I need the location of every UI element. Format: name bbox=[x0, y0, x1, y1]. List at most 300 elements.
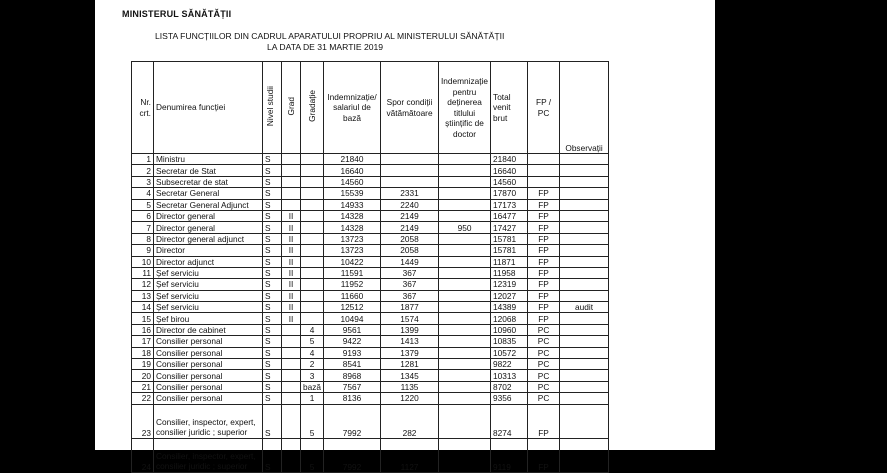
table-row bbox=[132, 438, 609, 472]
cell-ind: 15539 bbox=[324, 188, 381, 199]
cell-gradatie: 2 bbox=[301, 359, 324, 370]
cell-total: 16477 bbox=[491, 210, 528, 221]
cell-nr: 8 bbox=[132, 233, 154, 244]
cell-spor: 1127 bbox=[381, 438, 439, 472]
cell-grad bbox=[282, 404, 301, 438]
header-denumire: Denumirea funcției bbox=[154, 62, 263, 154]
cell-spor bbox=[381, 165, 439, 176]
cell-grad: II bbox=[282, 222, 301, 233]
cell-total: 9119 bbox=[491, 438, 528, 472]
cell-grad: II bbox=[282, 210, 301, 221]
cell-total: 17173 bbox=[491, 199, 528, 210]
cell-spor: 1220 bbox=[381, 393, 439, 404]
cell-ind: 13723 bbox=[324, 233, 381, 244]
cell-niv: S bbox=[263, 222, 282, 233]
cell-fp: FP bbox=[528, 233, 560, 244]
table-row bbox=[132, 370, 609, 381]
cell-nr: 19 bbox=[132, 359, 154, 370]
cell-ind: 7992 bbox=[324, 404, 381, 438]
cell-total: 11958 bbox=[491, 267, 528, 278]
cell-grad bbox=[282, 336, 301, 347]
cell-nr: 2 bbox=[132, 165, 154, 176]
cell-ind: 14560 bbox=[324, 176, 381, 187]
cell-ind: 16640 bbox=[324, 165, 381, 176]
cell-den: Consilier, inspector, expert, consilier juridic ; superior bbox=[154, 404, 263, 438]
cell-spor: 1877 bbox=[381, 302, 439, 313]
cell-fp bbox=[528, 176, 560, 187]
cell-gradatie bbox=[301, 302, 324, 313]
cell-niv: S bbox=[263, 154, 282, 165]
cell-ind: 21840 bbox=[324, 154, 381, 165]
cell-spor: 2058 bbox=[381, 245, 439, 256]
cell-total: 10572 bbox=[491, 347, 528, 358]
cell-den: Director general bbox=[154, 210, 263, 221]
cell-gradatie: 1 bbox=[301, 393, 324, 404]
cell-grad bbox=[282, 165, 301, 176]
cell-den: Șef birou bbox=[154, 313, 263, 324]
document-date: LA DATA DE 31 MARTIE 2019 bbox=[267, 42, 384, 52]
cell-nr: 7 bbox=[132, 222, 154, 233]
cell-ind: 11660 bbox=[324, 290, 381, 301]
cell-nr: 18 bbox=[132, 347, 154, 358]
table-row bbox=[132, 154, 609, 165]
cell-ind: 14328 bbox=[324, 222, 381, 233]
cell-grad bbox=[282, 324, 301, 335]
cell-fp: FP bbox=[528, 210, 560, 221]
cell-den: Consilier personal bbox=[154, 393, 263, 404]
cell-gradatie bbox=[301, 210, 324, 221]
cell-total: 14389 bbox=[491, 302, 528, 313]
cell-grad bbox=[282, 347, 301, 358]
cell-obs bbox=[560, 313, 609, 324]
cell-niv: S bbox=[263, 165, 282, 176]
cell-ind: 10422 bbox=[324, 256, 381, 267]
cell-spor bbox=[381, 154, 439, 165]
cell-niv: S bbox=[263, 438, 282, 472]
cell-fp bbox=[528, 165, 560, 176]
cell-gradatie bbox=[301, 267, 324, 278]
cell-obs bbox=[560, 359, 609, 370]
cell-obs bbox=[560, 279, 609, 290]
table-row bbox=[132, 199, 609, 210]
cell-obs bbox=[560, 165, 609, 176]
cell-grad bbox=[282, 154, 301, 165]
cell-nr: 21 bbox=[132, 381, 154, 392]
cell-nr: 11 bbox=[132, 267, 154, 278]
cell-obs bbox=[560, 245, 609, 256]
cell-spor: 2240 bbox=[381, 199, 439, 210]
cell-obs bbox=[560, 256, 609, 267]
cell-den: Secretar General Adjunct bbox=[154, 199, 263, 210]
cell-fp: PC bbox=[528, 336, 560, 347]
cell-doc bbox=[439, 210, 491, 221]
cell-den: Consilier, inspector, expert, consilier juridic ; superior bbox=[154, 438, 263, 472]
header-gradatie-label: Gradație bbox=[306, 90, 317, 123]
cell-doc bbox=[439, 438, 491, 472]
cell-niv: S bbox=[263, 393, 282, 404]
table-row bbox=[132, 233, 609, 244]
header-grad-label: Grad bbox=[285, 97, 296, 116]
cell-nr: 1 bbox=[132, 154, 154, 165]
table-row bbox=[132, 359, 609, 370]
cell-grad bbox=[282, 188, 301, 199]
cell-obs bbox=[560, 381, 609, 392]
cell-ind: 11952 bbox=[324, 279, 381, 290]
cell-niv: S bbox=[263, 302, 282, 313]
cell-doc bbox=[439, 199, 491, 210]
table-row bbox=[132, 324, 609, 335]
cell-obs bbox=[560, 199, 609, 210]
cell-niv: S bbox=[263, 210, 282, 221]
cell-obs bbox=[560, 233, 609, 244]
cell-total: 15781 bbox=[491, 233, 528, 244]
cell-nr: 24 bbox=[132, 438, 154, 472]
header-spor: Spor condiții vătămătoare bbox=[381, 62, 439, 154]
cell-doc bbox=[439, 290, 491, 301]
cell-obs bbox=[560, 347, 609, 358]
cell-nr: 4 bbox=[132, 188, 154, 199]
table-row bbox=[132, 222, 609, 233]
cell-grad: II bbox=[282, 302, 301, 313]
cell-fp: PC bbox=[528, 347, 560, 358]
cell-niv: S bbox=[263, 370, 282, 381]
document-title: LISTA FUNCȚIILOR DIN CADRUL APARATULUI PROPRIU AL MINISTERULUI SĂNĂTĂȚII bbox=[155, 31, 505, 41]
cell-ind: 8968 bbox=[324, 370, 381, 381]
cell-fp: FP bbox=[528, 290, 560, 301]
cell-gradatie bbox=[301, 290, 324, 301]
cell-gradatie bbox=[301, 222, 324, 233]
cell-grad bbox=[282, 393, 301, 404]
cell-gradatie bbox=[301, 154, 324, 165]
table-row bbox=[132, 313, 609, 324]
table-row bbox=[132, 245, 609, 256]
cell-grad: II bbox=[282, 245, 301, 256]
cell-spor: 2331 bbox=[381, 188, 439, 199]
table-header-row bbox=[132, 62, 609, 154]
cell-doc bbox=[439, 336, 491, 347]
table-row bbox=[132, 302, 609, 313]
cell-niv: S bbox=[263, 176, 282, 187]
cell-ind: 9193 bbox=[324, 347, 381, 358]
cell-total: 8702 bbox=[491, 381, 528, 392]
cell-spor: 282 bbox=[381, 404, 439, 438]
cell-gradatie bbox=[301, 245, 324, 256]
cell-gradatie bbox=[301, 199, 324, 210]
header-grad bbox=[282, 62, 301, 154]
cell-spor: 367 bbox=[381, 267, 439, 278]
cell-ind: 9422 bbox=[324, 336, 381, 347]
cell-spor: 1135 bbox=[381, 381, 439, 392]
cell-obs bbox=[560, 404, 609, 438]
cell-obs bbox=[560, 176, 609, 187]
table-row bbox=[132, 188, 609, 199]
cell-fp: PC bbox=[528, 359, 560, 370]
cell-niv: S bbox=[263, 336, 282, 347]
cell-gradatie: 5 bbox=[301, 404, 324, 438]
cell-spor: 1379 bbox=[381, 347, 439, 358]
cell-doc bbox=[439, 359, 491, 370]
cell-grad: II bbox=[282, 313, 301, 324]
cell-obs bbox=[560, 438, 609, 472]
cell-total: 12068 bbox=[491, 313, 528, 324]
cell-fp: FP bbox=[528, 302, 560, 313]
cell-nr: 17 bbox=[132, 336, 154, 347]
cell-niv: S bbox=[263, 347, 282, 358]
cell-fp: FP bbox=[528, 438, 560, 472]
cell-den: Consilier personal bbox=[154, 359, 263, 370]
cell-den: Șef serviciu bbox=[154, 290, 263, 301]
cell-nr: 10 bbox=[132, 256, 154, 267]
cell-obs bbox=[560, 210, 609, 221]
cell-total: 10835 bbox=[491, 336, 528, 347]
cell-doc bbox=[439, 267, 491, 278]
table-row bbox=[132, 210, 609, 221]
cell-gradatie: 3 bbox=[301, 370, 324, 381]
cell-doc bbox=[439, 154, 491, 165]
table-row bbox=[132, 165, 609, 176]
cell-ind: 9561 bbox=[324, 324, 381, 335]
cell-nr: 16 bbox=[132, 324, 154, 335]
cell-total: 12319 bbox=[491, 279, 528, 290]
cell-doc bbox=[439, 313, 491, 324]
cell-spor: 1281 bbox=[381, 359, 439, 370]
cell-gradatie bbox=[301, 176, 324, 187]
cell-ind: 8136 bbox=[324, 393, 381, 404]
table-row bbox=[132, 393, 609, 404]
cell-total: 9356 bbox=[491, 393, 528, 404]
cell-spor: 367 bbox=[381, 290, 439, 301]
cell-total: 15781 bbox=[491, 245, 528, 256]
cell-niv: S bbox=[263, 381, 282, 392]
header-indemnizatie: Indemnizație/ salariul de bază bbox=[324, 62, 381, 154]
cell-nr: 9 bbox=[132, 245, 154, 256]
cell-gradatie bbox=[301, 233, 324, 244]
cell-obs bbox=[560, 222, 609, 233]
cell-ind: 13723 bbox=[324, 245, 381, 256]
cell-doc bbox=[439, 188, 491, 199]
cell-total: 8274 bbox=[491, 404, 528, 438]
cell-nr: 15 bbox=[132, 313, 154, 324]
cell-den: Consilier personal bbox=[154, 370, 263, 381]
cell-total: 10960 bbox=[491, 324, 528, 335]
cell-den: Consilier personal bbox=[154, 336, 263, 347]
cell-total: 10313 bbox=[491, 370, 528, 381]
table-row bbox=[132, 290, 609, 301]
cell-den: Șef serviciu bbox=[154, 267, 263, 278]
cell-niv: S bbox=[263, 313, 282, 324]
cell-spor: 2149 bbox=[381, 210, 439, 221]
cell-niv: S bbox=[263, 256, 282, 267]
table-row bbox=[132, 176, 609, 187]
cell-niv: S bbox=[263, 404, 282, 438]
cell-total: 17427 bbox=[491, 222, 528, 233]
cell-ind: 14328 bbox=[324, 210, 381, 221]
header-fp: FP / PC bbox=[528, 62, 560, 154]
cell-gradatie: 5 bbox=[301, 438, 324, 472]
cell-total: 11871 bbox=[491, 256, 528, 267]
cell-total: 14560 bbox=[491, 176, 528, 187]
table-row bbox=[132, 267, 609, 278]
cell-fp: FP bbox=[528, 404, 560, 438]
cell-gradatie bbox=[301, 188, 324, 199]
cell-den: Secretar General bbox=[154, 188, 263, 199]
cell-grad bbox=[282, 176, 301, 187]
header-nivel bbox=[263, 62, 282, 154]
cell-fp: PC bbox=[528, 370, 560, 381]
cell-doc bbox=[439, 176, 491, 187]
cell-den: Consilier personal bbox=[154, 347, 263, 358]
ministry-name: MINISTERUL SĂNĂTĂȚII bbox=[122, 9, 232, 19]
cell-nr: 22 bbox=[132, 393, 154, 404]
cell-grad bbox=[282, 199, 301, 210]
cell-gradatie bbox=[301, 313, 324, 324]
cell-doc: 950 bbox=[439, 222, 491, 233]
cell-grad: II bbox=[282, 279, 301, 290]
cell-niv: S bbox=[263, 267, 282, 278]
cell-gradatie: 4 bbox=[301, 347, 324, 358]
cell-grad: II bbox=[282, 233, 301, 244]
cell-doc bbox=[439, 324, 491, 335]
cell-spor: 1413 bbox=[381, 336, 439, 347]
cell-niv: S bbox=[263, 279, 282, 290]
cell-niv: S bbox=[263, 359, 282, 370]
cell-fp: FP bbox=[528, 222, 560, 233]
cell-den: Subsecretar de stat bbox=[154, 176, 263, 187]
cell-nr: 23 bbox=[132, 404, 154, 438]
cell-spor: 1399 bbox=[381, 324, 439, 335]
cell-total: 17870 bbox=[491, 188, 528, 199]
cell-ind: 14933 bbox=[324, 199, 381, 210]
cell-doc bbox=[439, 381, 491, 392]
cell-ind: 12512 bbox=[324, 302, 381, 313]
header-total: Total venit brut bbox=[491, 62, 528, 154]
cell-spor: 2149 bbox=[381, 222, 439, 233]
cell-den: Director de cabinet bbox=[154, 324, 263, 335]
cell-total: 9822 bbox=[491, 359, 528, 370]
cell-niv: S bbox=[263, 188, 282, 199]
cell-nr: 14 bbox=[132, 302, 154, 313]
cell-nr: 13 bbox=[132, 290, 154, 301]
table-row bbox=[132, 381, 609, 392]
cell-doc bbox=[439, 393, 491, 404]
cell-ind: 8541 bbox=[324, 359, 381, 370]
cell-doc bbox=[439, 302, 491, 313]
cell-grad: II bbox=[282, 267, 301, 278]
cell-doc bbox=[439, 370, 491, 381]
cell-ind: 11591 bbox=[324, 267, 381, 278]
cell-total: 12027 bbox=[491, 290, 528, 301]
cell-fp: FP bbox=[528, 313, 560, 324]
header-indem-doctor: Indemnizație pentru deținerea titlului științific de doctor bbox=[439, 62, 491, 154]
cell-niv: S bbox=[263, 199, 282, 210]
cell-obs bbox=[560, 188, 609, 199]
table-row bbox=[132, 404, 609, 438]
cell-grad: II bbox=[282, 256, 301, 267]
cell-gradatie bbox=[301, 256, 324, 267]
cell-fp: FP bbox=[528, 245, 560, 256]
cell-niv: S bbox=[263, 290, 282, 301]
cell-niv: S bbox=[263, 324, 282, 335]
cell-ind: 7992 bbox=[324, 438, 381, 472]
cell-fp bbox=[528, 154, 560, 165]
cell-den: Director adjunct bbox=[154, 256, 263, 267]
cell-fp: PC bbox=[528, 324, 560, 335]
cell-spor: 1574 bbox=[381, 313, 439, 324]
cell-nr: 6 bbox=[132, 210, 154, 221]
cell-grad: II bbox=[282, 290, 301, 301]
cell-grad bbox=[282, 359, 301, 370]
cell-niv: S bbox=[263, 245, 282, 256]
header-nr: Nr. crt. bbox=[132, 62, 154, 154]
cell-fp: FP bbox=[528, 279, 560, 290]
table-body bbox=[132, 154, 609, 473]
cell-grad bbox=[282, 438, 301, 472]
table-row bbox=[132, 347, 609, 358]
table-row bbox=[132, 336, 609, 347]
cell-fp: FP bbox=[528, 199, 560, 210]
header-nivel-label: Nivel studii bbox=[265, 86, 275, 127]
cell-doc bbox=[439, 233, 491, 244]
positions-table bbox=[131, 61, 609, 473]
cell-total: 21840 bbox=[491, 154, 528, 165]
table-row bbox=[132, 279, 609, 290]
cell-den: Director general bbox=[154, 222, 263, 233]
cell-den: Ministru bbox=[154, 154, 263, 165]
cell-obs bbox=[560, 336, 609, 347]
header-gradatie bbox=[301, 62, 324, 154]
cell-den: Director general adjunct bbox=[154, 233, 263, 244]
cell-doc bbox=[439, 165, 491, 176]
cell-spor bbox=[381, 176, 439, 187]
cell-nr: 12 bbox=[132, 279, 154, 290]
cell-fp: PC bbox=[528, 381, 560, 392]
cell-fp: FP bbox=[528, 188, 560, 199]
cell-obs bbox=[560, 267, 609, 278]
cell-total: 16640 bbox=[491, 165, 528, 176]
cell-nr: 20 bbox=[132, 370, 154, 381]
cell-den: Șef serviciu bbox=[154, 302, 263, 313]
cell-doc bbox=[439, 347, 491, 358]
cell-doc bbox=[439, 245, 491, 256]
cell-doc bbox=[439, 404, 491, 438]
cell-obs bbox=[560, 393, 609, 404]
cell-fp: FP bbox=[528, 256, 560, 267]
table-row bbox=[132, 256, 609, 267]
cell-spor: 2058 bbox=[381, 233, 439, 244]
cell-den: Șef serviciu bbox=[154, 279, 263, 290]
cell-niv: S bbox=[263, 233, 282, 244]
cell-den: Consilier personal bbox=[154, 381, 263, 392]
cell-gradatie bbox=[301, 165, 324, 176]
cell-gradatie: 5 bbox=[301, 336, 324, 347]
cell-den: Director bbox=[154, 245, 263, 256]
cell-spor: 1449 bbox=[381, 256, 439, 267]
cell-ind: 7567 bbox=[324, 381, 381, 392]
cell-ind: 10494 bbox=[324, 313, 381, 324]
cell-obs bbox=[560, 154, 609, 165]
cell-gradatie: 4 bbox=[301, 324, 324, 335]
document-page bbox=[95, 0, 715, 472]
cell-obs bbox=[560, 290, 609, 301]
cell-fp: PC bbox=[528, 393, 560, 404]
cell-den: Secretar de Stat bbox=[154, 165, 263, 176]
cell-spor: 1345 bbox=[381, 370, 439, 381]
cell-gradatie bbox=[301, 279, 324, 290]
cell-obs bbox=[560, 370, 609, 381]
cell-spor: 367 bbox=[381, 279, 439, 290]
cell-grad bbox=[282, 370, 301, 381]
cell-gradatie: bază bbox=[301, 381, 324, 392]
